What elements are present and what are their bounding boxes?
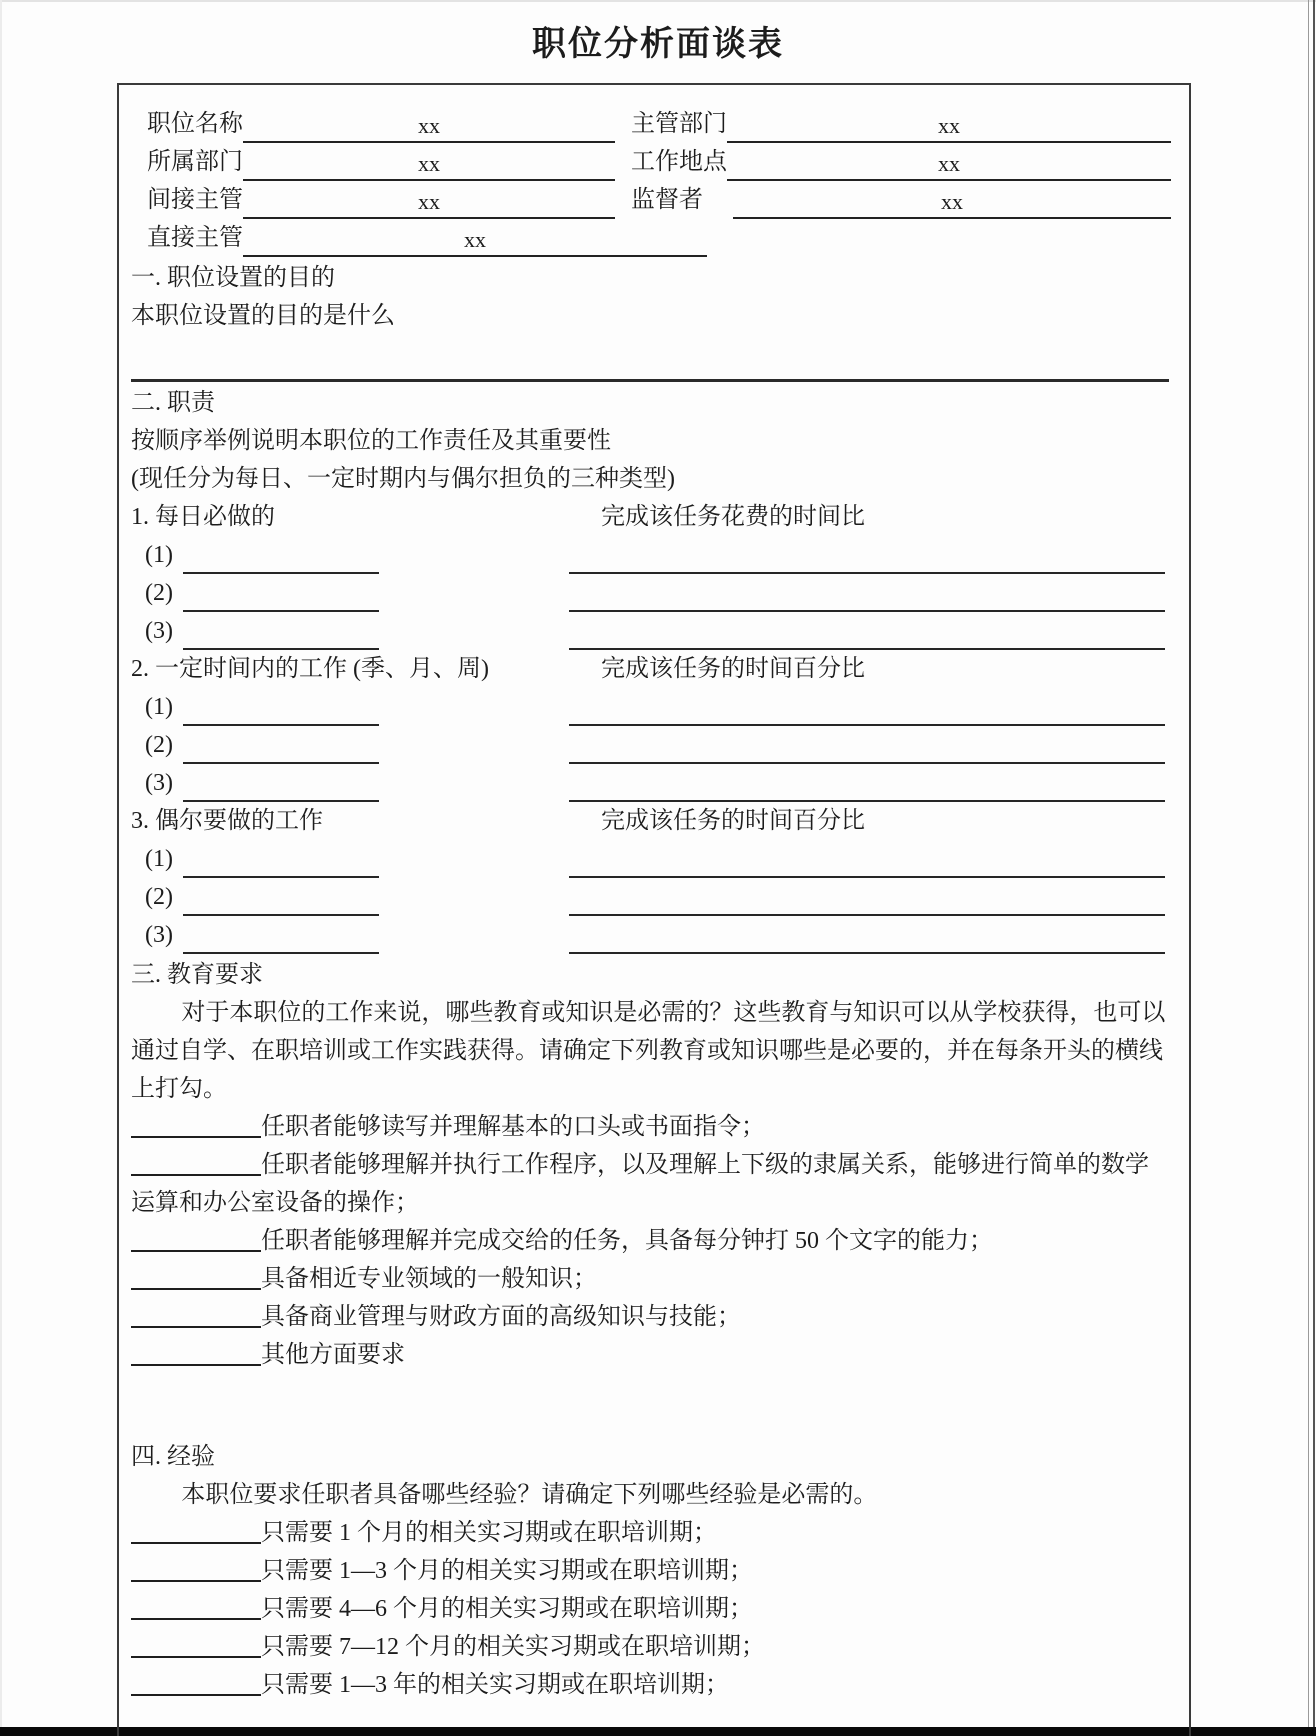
field-label: 所属部门 <box>147 149 243 175</box>
education-item <box>131 1146 1171 1222</box>
page-title: 职位分析面谈表 <box>532 26 784 63</box>
field-label: 工作地点 <box>631 149 727 175</box>
time-blank-line <box>569 734 1165 764</box>
header-row <box>147 219 1171 257</box>
item-number: (1) <box>145 846 173 872</box>
time-blank-line <box>569 924 1165 954</box>
item-number: (1) <box>145 542 173 568</box>
field-label: 主管部门 <box>631 111 727 137</box>
duty-row <box>131 840 1171 878</box>
education-item-text: 具备商业管理与财政方面的高级知识与技能； <box>261 1304 741 1330</box>
field-label: 职位名称 <box>147 111 243 137</box>
time-blank-line <box>569 772 1165 802</box>
task-blank-line <box>183 848 379 878</box>
duty-row <box>131 688 1171 726</box>
item-number: (3) <box>145 618 173 644</box>
time-blank-line <box>569 886 1165 916</box>
scan-edge-left <box>0 0 2 1736</box>
time-blank-line <box>569 544 1165 574</box>
task-blank-line <box>183 886 379 916</box>
checkmark-blank-line <box>131 1516 261 1544</box>
field-direct-supervisor <box>147 219 707 257</box>
item-number: (2) <box>145 580 173 606</box>
duty-block3-right-title: 完成该任务的时间百分比 <box>601 808 865 834</box>
task-blank-line <box>183 734 379 764</box>
education-item-text: 任职者能够读写并理解基本的口头或书面指令； <box>261 1114 765 1140</box>
field-supervising-department <box>631 105 1171 143</box>
checkmark-blank-line <box>131 1668 261 1696</box>
header-fields <box>147 105 1171 257</box>
checkmark-blank-line <box>131 1224 261 1252</box>
duty-block1-right-title: 完成该任务花费的时间比 <box>601 504 865 530</box>
duty-row <box>131 726 1171 764</box>
experience-item-text: 只需要 1—3 个月的相关实习期或在职培训期； <box>261 1558 753 1584</box>
section1-question: 本职位设置的目的是什么 <box>131 303 395 329</box>
item-number: (3) <box>145 922 173 948</box>
field-value-line: xx <box>243 187 615 219</box>
experience-item-text: 只需要 4—6 个月的相关实习期或在职培训期； <box>261 1596 753 1622</box>
checkmark-blank-line <box>131 1338 261 1366</box>
task-blank-line <box>183 696 379 726</box>
field-value-line: xx <box>243 111 615 143</box>
section4-heading: 四. 经验 <box>131 1444 215 1470</box>
header-row <box>147 181 1171 219</box>
duty-block3-left-title: 3. 偶尔要做的工作 <box>131 808 323 834</box>
duty-row <box>131 878 1171 916</box>
field-value-line: xx <box>243 225 707 257</box>
time-blank-line <box>569 582 1165 612</box>
duty-row <box>131 574 1171 612</box>
header-row <box>147 143 1171 181</box>
scan-edge-right-inner <box>1308 0 1309 1736</box>
duty-block2-head <box>131 650 1171 688</box>
field-value-line: xx <box>727 149 1171 181</box>
section2-note: (现任分为每日、一定时期内与偶尔担负的三种类型) <box>131 466 675 492</box>
section-gap <box>131 1374 1171 1436</box>
section3-intro: 对于本职位的工作来说，哪些教育或知识是必需的？这些教育与知识可以从学校获得，也可以通过自学、在职培训或工作实践获得。请确定下列教育或知识哪些是必要的，并在每条开头的横线上打勾。 <box>131 1000 1166 1102</box>
duty-block2-right-title: 完成该任务的时间百分比 <box>601 656 865 682</box>
experience-item-text: 只需要 1 个月的相关实习期或在职培训期； <box>261 1520 717 1546</box>
education-item <box>131 1108 1171 1146</box>
duty-row <box>131 536 1171 574</box>
education-item-text: 任职者能够理解并完成交给的任务，具备每分钟打 50 个文字的能力； <box>261 1228 993 1254</box>
task-blank-line <box>183 772 379 802</box>
section4-intro: 本职位要求任职者具备哪些经验？请确定下列哪些经验是必需的。 <box>181 1482 878 1508</box>
experience-item <box>131 1628 1171 1666</box>
experience-item <box>131 1590 1171 1628</box>
field-department <box>147 143 615 181</box>
section2-heading: 二. 职责 <box>131 390 215 416</box>
education-item <box>131 1336 1171 1374</box>
duty-block2-left-title: 2. 一定时间内的工作 (季、月、周) <box>131 656 489 682</box>
section3-heading: 三. 教育要求 <box>131 962 263 988</box>
field-indirect-supervisor <box>147 181 615 219</box>
education-item <box>131 1222 1171 1260</box>
experience-item-text: 只需要 1—3 年的相关实习期或在职培训期； <box>261 1672 729 1698</box>
field-position-name <box>147 105 615 143</box>
education-item-text: 其他方面要求 <box>261 1342 405 1368</box>
experience-item <box>131 1514 1171 1552</box>
duty-block1-head <box>131 498 1171 536</box>
header-row <box>147 105 1171 143</box>
time-blank-line <box>569 620 1165 650</box>
section2-intro: 按顺序举例说明本职位的工作责任及其重要性 <box>131 428 611 454</box>
experience-item <box>131 1666 1171 1704</box>
checkmark-blank-line <box>131 1262 261 1290</box>
experience-item <box>131 1552 1171 1590</box>
checkmark-blank-line <box>131 1630 261 1658</box>
item-number: (2) <box>145 732 173 758</box>
education-item <box>131 1260 1171 1298</box>
checkmark-blank-line <box>131 1148 261 1176</box>
field-label: 直接主管 <box>147 225 243 251</box>
task-blank-line <box>183 544 379 574</box>
item-number: (2) <box>145 884 173 910</box>
education-item-text: 具备相近专业领域的一般知识； <box>261 1266 597 1292</box>
task-blank-line <box>183 924 379 954</box>
field-work-location <box>631 143 1171 181</box>
section1-heading: 一. 职位设置的目的 <box>131 265 335 291</box>
experience-item-text: 只需要 7—12 个月的相关实习期或在职培训期； <box>261 1634 765 1660</box>
checkmark-blank-line <box>131 1592 261 1620</box>
field-value-line: xx <box>727 111 1171 143</box>
task-blank-line <box>183 582 379 612</box>
duty-row <box>131 764 1171 802</box>
scan-edge-top <box>0 0 1316 2</box>
checkmark-blank-line <box>131 1110 261 1138</box>
scan-edge-right-outer <box>1313 0 1315 1736</box>
checkmark-blank-line <box>131 1554 261 1582</box>
field-label: 监督者 <box>631 187 703 213</box>
duty-row <box>131 612 1171 650</box>
item-number: (1) <box>145 694 173 720</box>
item-number: (3) <box>145 770 173 796</box>
time-blank-line <box>569 848 1165 878</box>
section1-answer-line <box>131 335 1169 382</box>
education-item <box>131 1298 1171 1336</box>
task-blank-line <box>183 620 379 650</box>
field-monitor <box>631 181 1171 219</box>
field-label: 间接主管 <box>147 187 243 213</box>
education-item-text: 任职者能够理解并执行工作程序，以及理解上下级的隶属关系，能够进行简单的数学运算和办公室设备的操作； <box>131 1152 1149 1216</box>
duty-row <box>131 916 1171 954</box>
checkmark-blank-line <box>131 1300 261 1328</box>
duty-block1-left-title: 1. 每日必做的 <box>131 504 275 530</box>
duty-block3-head <box>131 802 1171 840</box>
time-blank-line <box>569 696 1165 726</box>
form-border-box <box>117 83 1191 1736</box>
field-value-line: xx <box>243 149 615 181</box>
field-value-line: xx <box>733 187 1171 219</box>
